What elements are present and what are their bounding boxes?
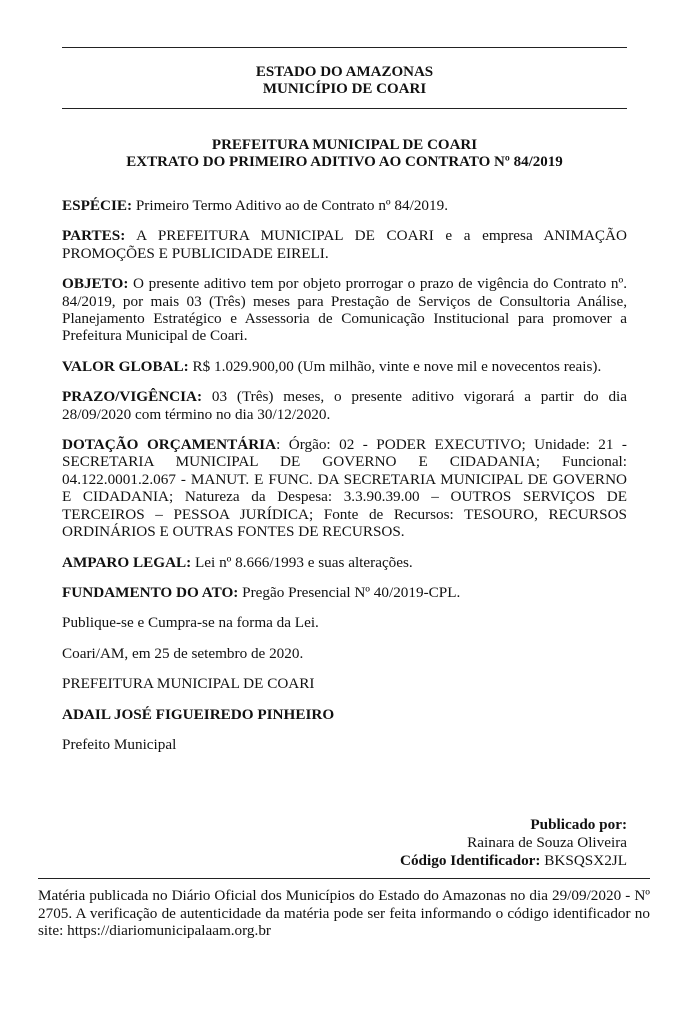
valor-text: R$ 1.029.900,00 (Um milhão, vinte e nove mil e novecentos reais). [188, 357, 602, 375]
fundamento-label: FUNDAMENTO DO ATO: [62, 583, 239, 601]
amparo-paragraph [62, 554, 627, 571]
signatory-role: Prefeito Municipal [62, 735, 177, 753]
prefeitura-title: PREFEITURA MUNICIPAL DE COARI [211, 137, 478, 153]
publication-block [400, 816, 627, 870]
top-rule [62, 47, 627, 48]
extrato-title: EXTRATO DO PRIMEIRO ADITIVO AO CONTRATO Nº 84/2019 [126, 154, 563, 170]
partes-paragraph [62, 227, 627, 262]
identifier-code-value: BKSQSX2JL [540, 852, 627, 869]
dotacao-text: : Órgão: 02 - PODER EXECUTIVO; Unidade: 21 - SECRETARIA MUNICIPAL DE GOVERNO E CIDADANIA; Funcional: 04.122.0001.2.067 - MANUT. E FUNC. DA SECRETARIA MUNICIPAL DE GOVERNO E CIDADANIA; Natureza da Despesa: 3.3.90.39.00 – OUTROS SERVIÇOS DE TERCEIROS – PESSOA JURÍDICA; Fonte de Recursos: TESOURO, RECURSOS ORDINÁRIOS E OUTRAS FONTES DE RECURSOS. [62, 436, 627, 541]
document-body [62, 197, 627, 766]
publique-line: Publique-se e Cumpra-se na forma da Lei. [62, 614, 319, 632]
signing-organ: PREFEITURA MUNICIPAL DE COARI [62, 675, 315, 693]
partes-text: A PREFEITURA MUNICIPAL DE COARI e a empresa ANIMAÇÃO PROMOÇÕES E PUBLICIDADE EIRELI. [62, 227, 627, 262]
partes-label: PARTES: [62, 227, 126, 245]
municipality-name: MUNICÍPIO DE COARI [262, 81, 427, 97]
document-title [62, 137, 627, 171]
location-date: Coari/AM, em 25 de setembro de 2020. [62, 644, 304, 662]
dotacao-label: DOTAÇÃO ORÇAMENTÁRIA [62, 436, 277, 454]
identifier-code-label: Código Identificador: [400, 852, 541, 869]
header-rule [62, 108, 627, 109]
state-name: ESTADO DO AMAZONAS [255, 64, 434, 80]
identifier-code [400, 852, 627, 870]
amparo-text: Lei nº 8.666/1993 e suas alterações. [191, 553, 413, 571]
amparo-label: AMPARO LEGAL: [62, 553, 192, 571]
objeto-paragraph [62, 275, 627, 345]
prazo-paragraph [62, 388, 627, 423]
especie-paragraph [62, 197, 627, 214]
state-header [62, 64, 627, 98]
especie-text: Primeiro Termo Aditivo ao de Contrato nº 84/2019. [132, 197, 449, 214]
signatory-name-text: ADAIL JOSÉ FIGUEIREDO PINHEIRO [62, 705, 335, 723]
fundamento-text: Pregão Presencial Nº 40/2019-CPL. [238, 583, 461, 601]
footer-note: Matéria publicada no Diário Oficial dos Municípios do Estado do Amazonas no dia 29/09/2020 - Nº 2705. A verificação de autenticidade da matéria pode ser feita informando o código identificador no site: https://diariomunicipalaam.org.br [38, 887, 650, 939]
prazo-label: PRAZO/VIGÊNCIA: [62, 388, 203, 406]
footer-rule [38, 878, 650, 879]
especie-label: ESPÉCIE: [62, 197, 133, 214]
dotacao-paragraph [62, 436, 627, 540]
signatory-name [62, 706, 627, 723]
fundamento-paragraph [62, 584, 627, 601]
published-by-label-text: Publicado por: [530, 816, 627, 833]
objeto-text: O presente aditivo tem por objeto prorrogar o prazo de vigência do Contrato nº. 84/2019, por mais 03 (Três) meses para Prestação de Serviços de Consultoria Análise, Planejamento Estratégico e Assessoria de Comunicação Institucional para promover a Prefeitura Municipal de Coari. [62, 275, 627, 345]
objeto-label: OBJETO: [62, 275, 129, 293]
valor-paragraph [62, 358, 627, 375]
prazo-text: 03 (Três) meses, o presente aditivo vigorará a partir do dia 28/09/2020 com término no dia 30/12/2020. [62, 388, 627, 423]
published-by-label [400, 816, 627, 834]
publisher-name: Rainara de Souza Oliveira [467, 834, 627, 851]
valor-label: VALOR GLOBAL: [62, 357, 189, 375]
